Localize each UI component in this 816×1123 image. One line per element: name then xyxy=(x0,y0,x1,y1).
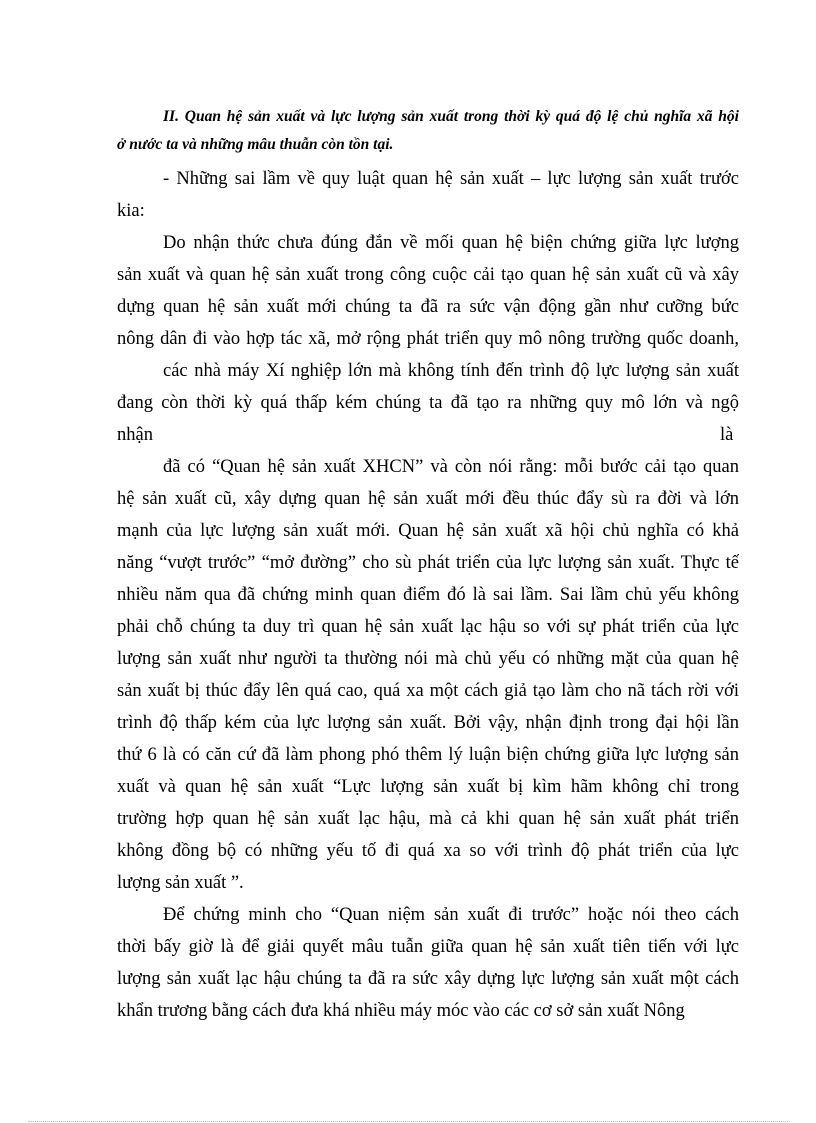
text-line: đã có “Quan hệ sản xuất XHCN” và còn nói rằng: mỗi bước cải tạo quan xyxy=(163,457,739,477)
text-line: dựng quan hệ sản xuất mới chúng ta đã ra sức vận động gần như cưỡng bức xyxy=(117,297,739,317)
text-line: thứ 6 là có căn cứ đã làm phong phó thêm lý luận biện chứng giữa lực lượng sản xyxy=(117,745,739,765)
text-line: đang còn thời kỳ quá thấp kém chúng ta đã tạo ra những quy mô lớn và ngộ xyxy=(117,393,739,413)
page-bottom-rule xyxy=(28,1121,788,1122)
text-line: phải chỗ chúng ta duy trì quan hệ sản xuất lạc hậu so với sự phát triển của lực xyxy=(117,617,739,637)
text-line: lượng sản xuất lạc hậu chúng ta đã ra sức xây dựng lực lượng sản xuất một cách xyxy=(117,969,739,989)
text-line: - Những sai lầm về quy luật quan hệ sản xuất – lực lượng sản xuất trước xyxy=(163,169,739,189)
text-line: nhiều năm qua đã chứng minh quan điểm đó là sai lầm. Sai lầm chủ yếu không xyxy=(117,585,739,605)
text-line: Để chứng minh cho “Quan niệm sản xuất đi trước” hoặc nói theo cách xyxy=(163,905,739,925)
text-line: sản xuất và quan hệ sản xuất trong công cuộc cải tạo quan hệ sản xuất cũ và xây xyxy=(117,265,739,285)
text-line: xuất và quan hệ sản xuất “Lực lượng sản xuất bị kìm hãm không chỉ trong xyxy=(117,777,739,797)
text-line: kia: xyxy=(117,201,145,221)
text-line: mạnh của lực lượng sản xuất mới. Quan hệ sản xuất xã hội chủ nghĩa có khả xyxy=(117,521,739,541)
section-heading-line-2: ở nước ta và những mâu thuẫn còn tồn tại. xyxy=(117,136,394,153)
text-line: lượng sản xuất như người ta thường nói mà chủ yếu có những mặt của quan hệ xyxy=(117,649,739,669)
text-line: Do nhận thức chưa đúng đắn về mối quan hệ biện chứng giữa lực lượng xyxy=(163,233,739,253)
text-line: thời bấy giờ là để giải quyết mâu tuẫn giữa quan hệ sản xuất tiên tiến với lực xyxy=(117,937,739,957)
text-line: sản xuất bị thúc đẩy lên quá cao, quá xa một cách giả tạo làm cho nã tách rời với xyxy=(117,681,739,701)
text-line: hệ sản xuất cũ, xây dựng quan hệ sản xuất mới đều thúc đẩy sù ra đời và lớn xyxy=(117,489,739,509)
text-line: năng “vượt trước” “mở đường” cho sù phát triển của lực lượng sản xuất. Thực tế xyxy=(117,553,739,573)
text-line: lượng sản xuất ”. xyxy=(117,873,244,893)
text-line-end: là xyxy=(720,425,734,445)
text-line: trường hợp quan hệ sản xuất lạc hậu, mà cả khi quan hệ sản xuất phát triển xyxy=(117,809,739,829)
text-line: nông dân đi vào hợp tác xã, mở rộng phát triển quy mô nông trường quốc doanh, xyxy=(117,329,739,349)
text-line: các nhà máy Xí nghiệp lớn mà không tính đến trình độ lực lượng sản xuất xyxy=(163,361,739,381)
text-line: không đồng bộ có những yếu tố đi quá xa so với trình độ phát triển của lực xyxy=(117,841,739,861)
text-line: trình độ thấp kém của lực lượng sản xuất. Bởi vậy, nhận định trong đại hội lần xyxy=(117,713,739,733)
section-heading-line-1: II. Quan hệ sản xuất và lực lượng sản xuất trong thời kỳ quá độ lệ chủ nghĩa xã hội xyxy=(163,108,739,125)
text-line: khẩn trương bằng cách đưa khá nhiều máy móc vào các cơ sở sản xuất Nông xyxy=(117,1001,685,1021)
text-line-start: nhận xyxy=(117,425,153,445)
